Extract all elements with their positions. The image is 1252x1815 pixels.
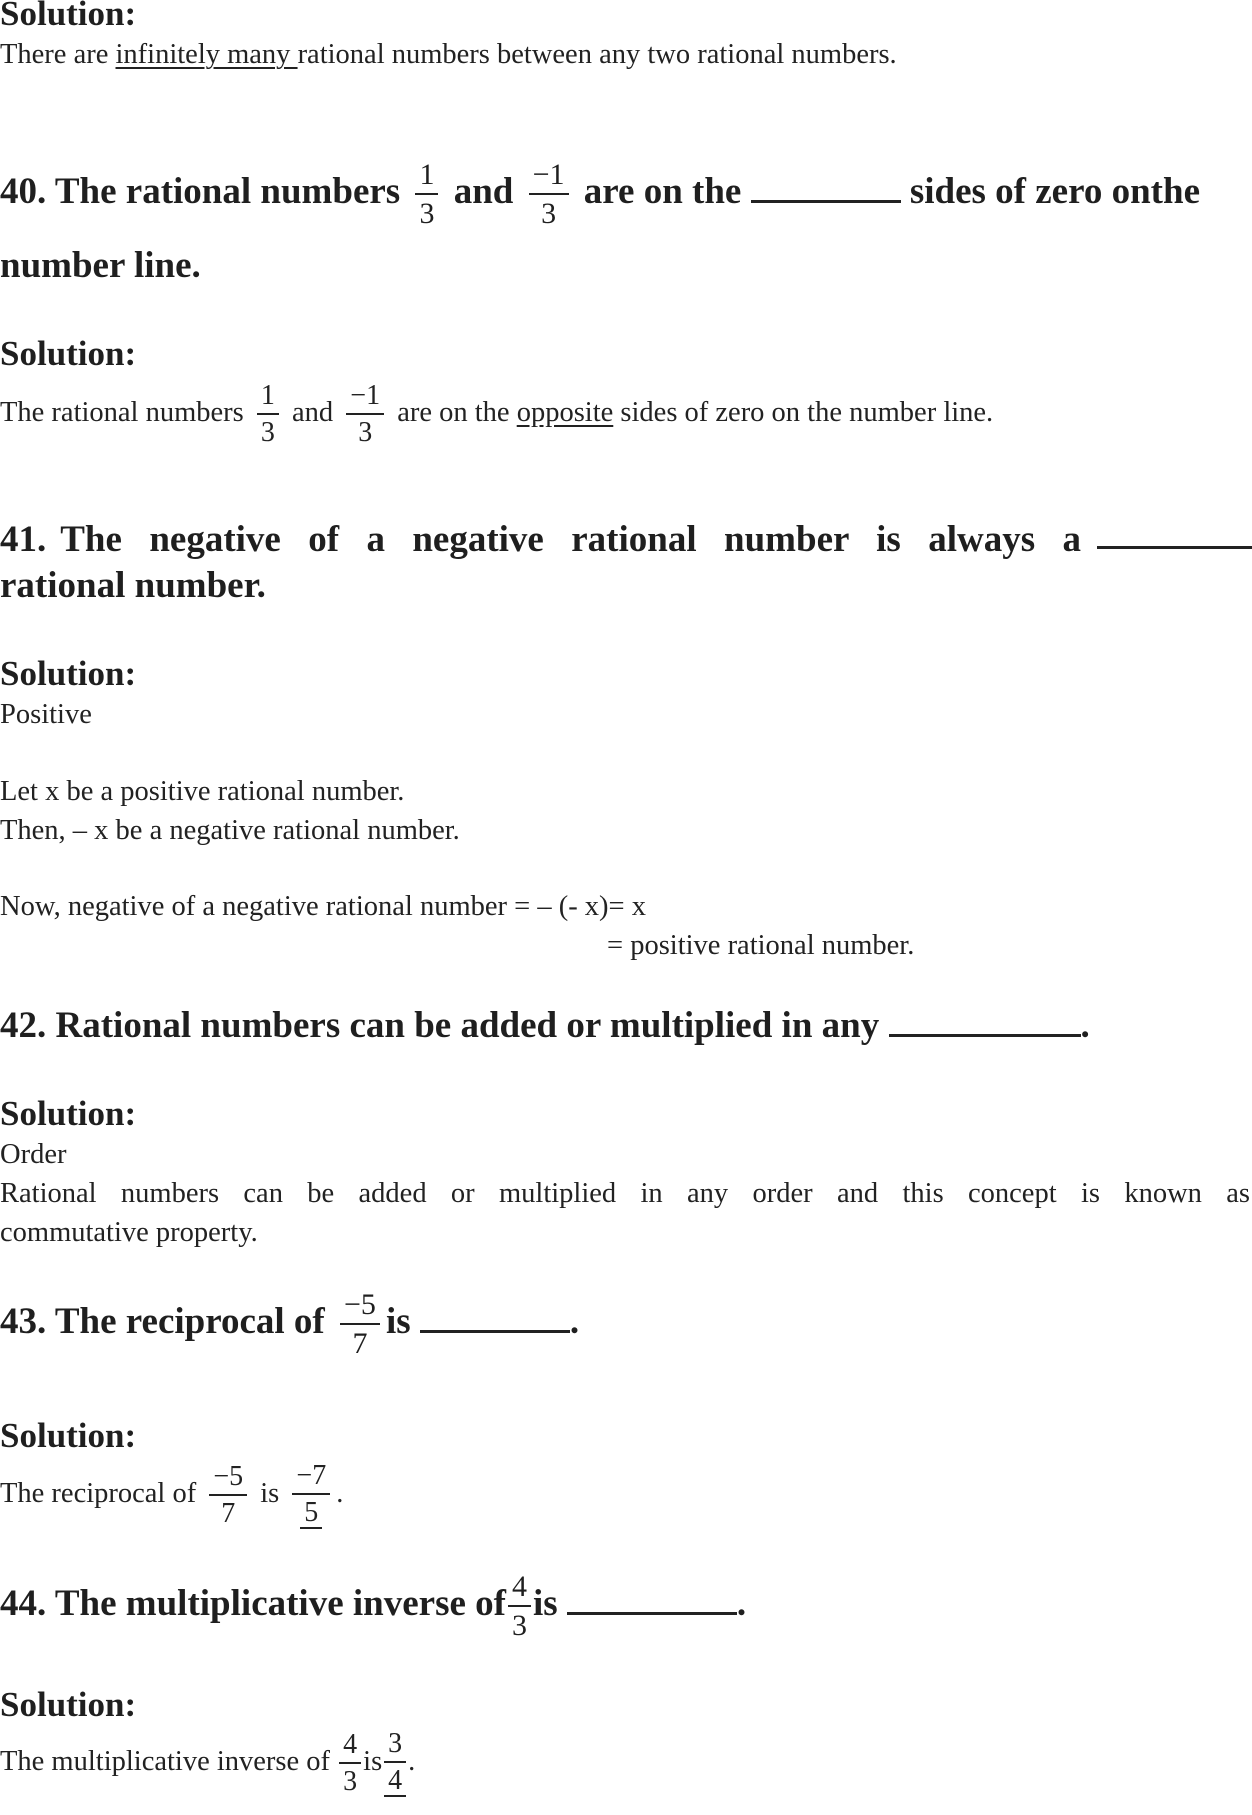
question-number: 41. [0,519,47,560]
solution-text [0,1462,343,1529]
answer-underlined: infinitely many [115,39,298,70]
text: The reciprocal of [0,1478,197,1510]
answer-fraction [292,1462,330,1529]
solution-step: Let x be a positive rational number. [0,776,405,807]
solution-step: Now, negative of a negative rational number = – (- x)= x [0,891,646,922]
question-43 [0,1290,579,1359]
fraction [340,1290,380,1359]
text: rational numbers between any two rational numbers. [297,39,897,70]
numerator: 1 [419,158,435,191]
question-42 [0,1004,1090,1048]
answer-text: Order [0,1139,67,1170]
solution-step: = positive rational number. [607,930,915,961]
question-44 [0,1572,746,1641]
question-text: The rational numbers [54,170,401,212]
answer-blank [420,1302,570,1333]
fraction [346,382,384,447]
explanation-text: commutative property. [0,1217,258,1248]
solution-heading: Solution: [0,1416,137,1455]
solution-heading: Solution: [0,334,137,373]
text: sides of zero on the number line. [620,397,994,429]
denominator: 7 [221,1498,236,1529]
solution-text [0,1730,415,1797]
numerator: −1 [350,380,381,411]
question-40 [0,160,1252,229]
numerator: 3 [388,1728,403,1759]
text: The rational numbers [0,397,244,429]
question-number: 40. [0,170,47,212]
punctuation: . [1080,1005,1090,1046]
fraction [209,1463,247,1528]
solution-text [0,382,993,447]
solution-heading: Solution: [0,1685,137,1724]
numerator: −5 [213,1461,244,1492]
question-text: is [532,1582,558,1624]
question-text: The negative of a negative rational number is always a [60,519,1081,560]
answer-blank [567,1584,737,1615]
punctuation: . [408,1746,416,1778]
question-text: Rational numbers can be added or multiplied in any [55,1005,880,1046]
text: is [260,1478,280,1510]
answer-blank [751,172,901,203]
solution-step: Then, – x be a negative rational number. [0,815,460,846]
punctuation: . [336,1478,344,1510]
numerator: −1 [532,158,565,191]
solution-heading: Solution: [0,1094,137,1133]
denominator: 3 [511,1609,527,1642]
text: is [363,1746,383,1778]
denominator: 3 [419,197,435,230]
solution-heading: Solution: [0,0,137,33]
denominator: 4 [384,1763,406,1797]
answer-underlined: opposite [516,397,614,429]
fraction [508,1572,531,1641]
question-text: and [453,170,514,212]
question-text: sides of zero onthe [909,170,1201,212]
denominator: 3 [260,417,275,448]
explanation-text: Rational numbers can be added or multiplied in any order and this concept is known as [0,1178,1250,1209]
question-number: 43. [0,1300,47,1342]
text: The multiplicative inverse of [0,1746,331,1778]
fraction [339,1731,361,1796]
question-41-line2: rational number. [0,565,266,606]
answer-text: Positive [0,699,92,730]
solution-text [0,38,897,72]
solution-heading: Solution: [0,654,137,693]
question-text: are on the [583,170,742,212]
question-40-line2: number line. [0,245,201,286]
denominator: 3 [541,197,557,230]
answer-blank [1097,518,1252,549]
question-text: The reciprocal of [54,1300,325,1342]
numerator: −7 [296,1460,327,1491]
punctuation: . [736,1582,747,1624]
punctuation: . [569,1300,580,1342]
text: and [292,397,334,429]
text: are on the [397,397,510,429]
question-number: 44. [0,1582,47,1624]
question-number: 42. [0,1005,47,1046]
question-text: The multiplicative inverse of [54,1582,506,1624]
numerator: 1 [260,380,275,411]
denominator: 5 [300,1495,322,1529]
fraction [415,160,438,229]
question-text: is [385,1300,411,1342]
numerator: 4 [511,1570,527,1603]
fraction [257,382,279,447]
question-41 [0,518,1252,562]
numerator: −5 [344,1288,376,1321]
text: There are [0,39,116,70]
denominator: 7 [352,1327,368,1360]
answer-blank [889,1006,1081,1037]
answer-fraction [384,1730,406,1797]
denominator: 3 [358,417,373,448]
numerator: 4 [343,1729,358,1760]
denominator: 3 [343,1766,358,1797]
fraction [529,160,569,229]
